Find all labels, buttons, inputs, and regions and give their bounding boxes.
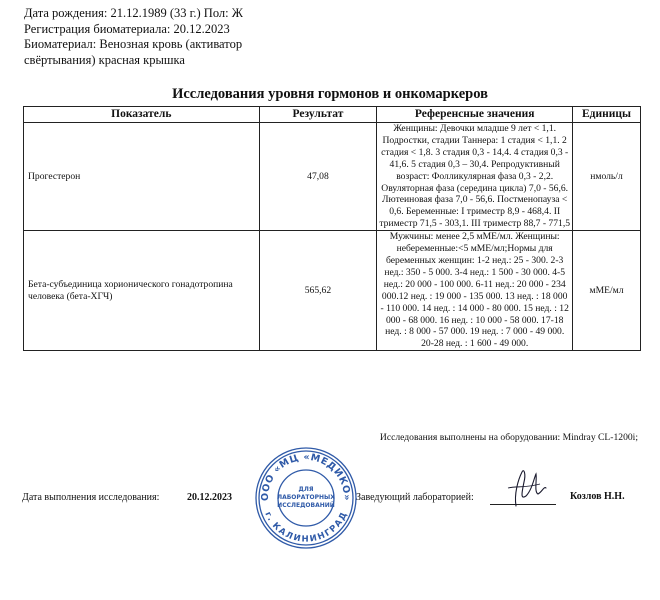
section-title: Исследования уровня гормонов и онкомаркеров bbox=[172, 86, 488, 102]
patient-info bbox=[24, 6, 243, 68]
stamp-seal-icon bbox=[254, 446, 358, 550]
stamp-center-line-1: ДЛЯ bbox=[298, 486, 314, 493]
row-result: 47,08 bbox=[259, 123, 377, 231]
biomaterial-line: Биоматериал: Венозная кровь (активатор bbox=[24, 37, 243, 51]
row-name: Бета-субъединица хорионического гонадотропина человека (бета-ХГЧ) bbox=[24, 231, 260, 351]
stamp-bottom-text: г. КАЛИНИНГРАД bbox=[262, 510, 350, 545]
registration-line: Регистрация биоматериала: 20.12.2023 bbox=[24, 21, 230, 36]
header-ref: Референсные значения bbox=[377, 107, 573, 123]
signature-icon bbox=[496, 466, 556, 510]
stamp-center-line-2: ЛАБОРАТОРНЫХ bbox=[277, 494, 335, 501]
results-table bbox=[23, 106, 641, 351]
lab-head-label: Заведующий лабораторией: bbox=[356, 492, 474, 503]
lab-head-name: Козлов Н.Н. bbox=[570, 491, 625, 502]
table-row bbox=[24, 231, 641, 351]
stamp-outer-text: ООО «МЦ «МЕДИКО» bbox=[259, 451, 353, 502]
header-units: Единицы bbox=[573, 107, 641, 123]
equipment-note: Исследования выполнены на оборудовании: Mindray CL-1200i; bbox=[379, 432, 638, 443]
stamp-center-line-3: ИССЛЕДОВАНИЙ bbox=[277, 502, 335, 509]
row-result: 565,62 bbox=[259, 231, 377, 351]
done-date-label: Дата выполнения исследования: bbox=[22, 492, 160, 503]
row-name: Прогестерон bbox=[24, 123, 260, 231]
table-header-row bbox=[24, 107, 641, 123]
birth-date-line: Дата рождения: 21.12.1989 (33 г.) Пол: Ж bbox=[24, 6, 243, 20]
header-result: Результат bbox=[259, 107, 377, 123]
table-row bbox=[24, 123, 641, 231]
row-ref: Женщины: Девочки младше 9 лет < 1,1. Подростки, стадии Таннера: 1 стадия < 1,1. 2 стадия < 1,8. 3 стадия 0,3 - 14,4. 4 стадия 0,3 - 41,6. 5 стадия 0,3 – 30,4. Репродуктивный возраст: Фолликулярная фаза 0,3 - 2,2. Овуляторная фаза (середина цикла) 7,0 - 56,6. Лютеиновая фаза 7,0 - 56,6. Постменопауза < 0,6. Беременные: I триместр 8,9 - 468,4. II триместр 71,5 - 303,1. III триместр 88,7 - 771,5 bbox=[377, 123, 573, 231]
row-units: мМЕ/мл bbox=[573, 231, 641, 351]
header-name: Показатель bbox=[24, 107, 260, 123]
biomaterial-line-2: свёртывания) красная крышка bbox=[24, 52, 185, 67]
row-ref: Мужчины: менее 2,5 мМЕ/мл. Женщины: небеременные:<5 мМЕ/мл;Нормы для беременных женщин: 1-2 нед.: 25 - 300. 2-3 нед.: 350 - 5 000. 3-4 нед.: 1 500 - 30 000. 4-5 нед.: 20 000 - 100 000. 6-11 нед.: 20 000 - 234 000.12 нед. : 19 000 - 135 000. 13 нед. : 18 000 - 110 000. 14 нед. : 14 000 - 80 000. 15 нед. : 12 000 - 68 000. 16 нед. : 10 000 - 58 000. 17-18 нед. : 8 000 - 57 000. 19 нед. : 7 000 - 49 000. 20-28 нед. : 1 600 - 49 000. bbox=[377, 231, 573, 351]
row-units: нмоль/л bbox=[573, 123, 641, 231]
done-date-value: 20.12.2023 bbox=[187, 492, 232, 503]
